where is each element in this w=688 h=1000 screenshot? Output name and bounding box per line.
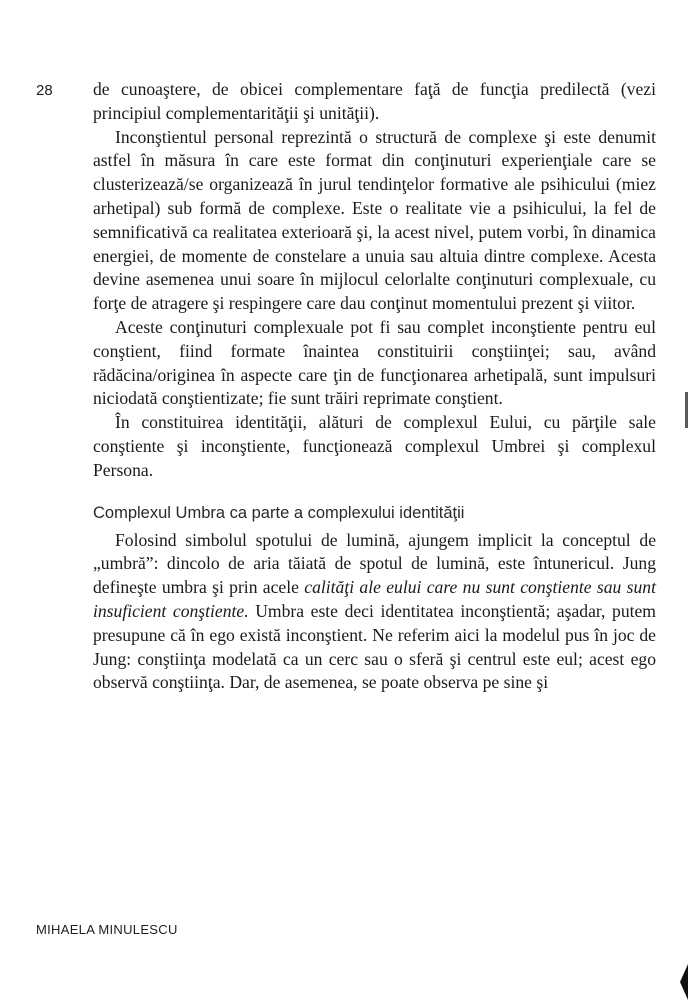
body-text: [93, 78, 656, 695]
section-heading: Complexul Umbra ca parte a complexului identităţii: [93, 503, 465, 522]
page-edge: [678, 0, 688, 1000]
paragraph-shadow-part2: Umbra este deci identitatea inconştientă; aşadar, putem presupune că în ego există inconştient. Ne referim aici la modelul pus în joc de Jung: conştiinţa modelată ca un cerc sau o sferă şi centrul este eul; acest ego observă conştiinţa. Dar, de asemenea, se poate observa pe sine şi: [93, 600, 656, 693]
paragraph-personal-unconscious: Inconştientul personal reprezintă o structură de complexe şi este denumit astfel în măsura în care este format din conţinuturi experienţiale care se clusterizează/se organizează în jurul tendinţelor formative ale psihicului (miez arhetipal) sub formă de complexe. Este o realitate vie a psihicului, la fel de semnificativă ca realitatea exterioară şi, la acest nivel, putem vorbi, în dinamica energiei, de momente de constelare a unuia sau altuia dintre complexe. Acesta devine asemenea unui soare în mijlocul celorlalte conţinuturi complexuale, cu forţe de atragere şi respingere care dau conţinut momentului prezent şi viitor.: [93, 126, 656, 314]
paragraph-shadow: [93, 529, 656, 696]
page-number: 28: [36, 82, 53, 99]
paragraph-shadow-part1: Folosind simbolul spotului de lumină, ajungem implicit la conceptul de „umbră”: dincolo de aria tăiată de spotul de lumină, este întunericul. Jung defineşte umbra şi prin acele: [93, 529, 656, 598]
paragraph-continuation: de cunoaştere, de obicei complementare faţă de funcţia predilectă (vezi principiul complementarităţii şi unităţii).: [93, 79, 656, 123]
page-corner-marker: [680, 964, 688, 1000]
paragraph-shadow-italic: calităţi ale eului care nu sunt conştiente sau sunt insuficient conştiente.: [93, 577, 656, 621]
paragraph-complex-contents: Aceste conţinuturi complexuale pot fi sau complet inconştiente pentru eul conştient, fiind formate înaintea constituirii conştiinţei; sau, având rădăcina/originea în aspecte care ţin de funcţionarea arhetipală, sunt impulsuri niciodată conştientizate; fie sunt trăiri reprimate conştient.: [93, 316, 656, 409]
footer-author: MIHAELA MINULESCU: [36, 922, 178, 937]
paragraph-identity: În constituirea identităţii, alături de complexul Eului, cu părţile sale conştiente şi inconştiente, funcţionează complexul Umbrei şi complexul Persona.: [93, 412, 656, 480]
